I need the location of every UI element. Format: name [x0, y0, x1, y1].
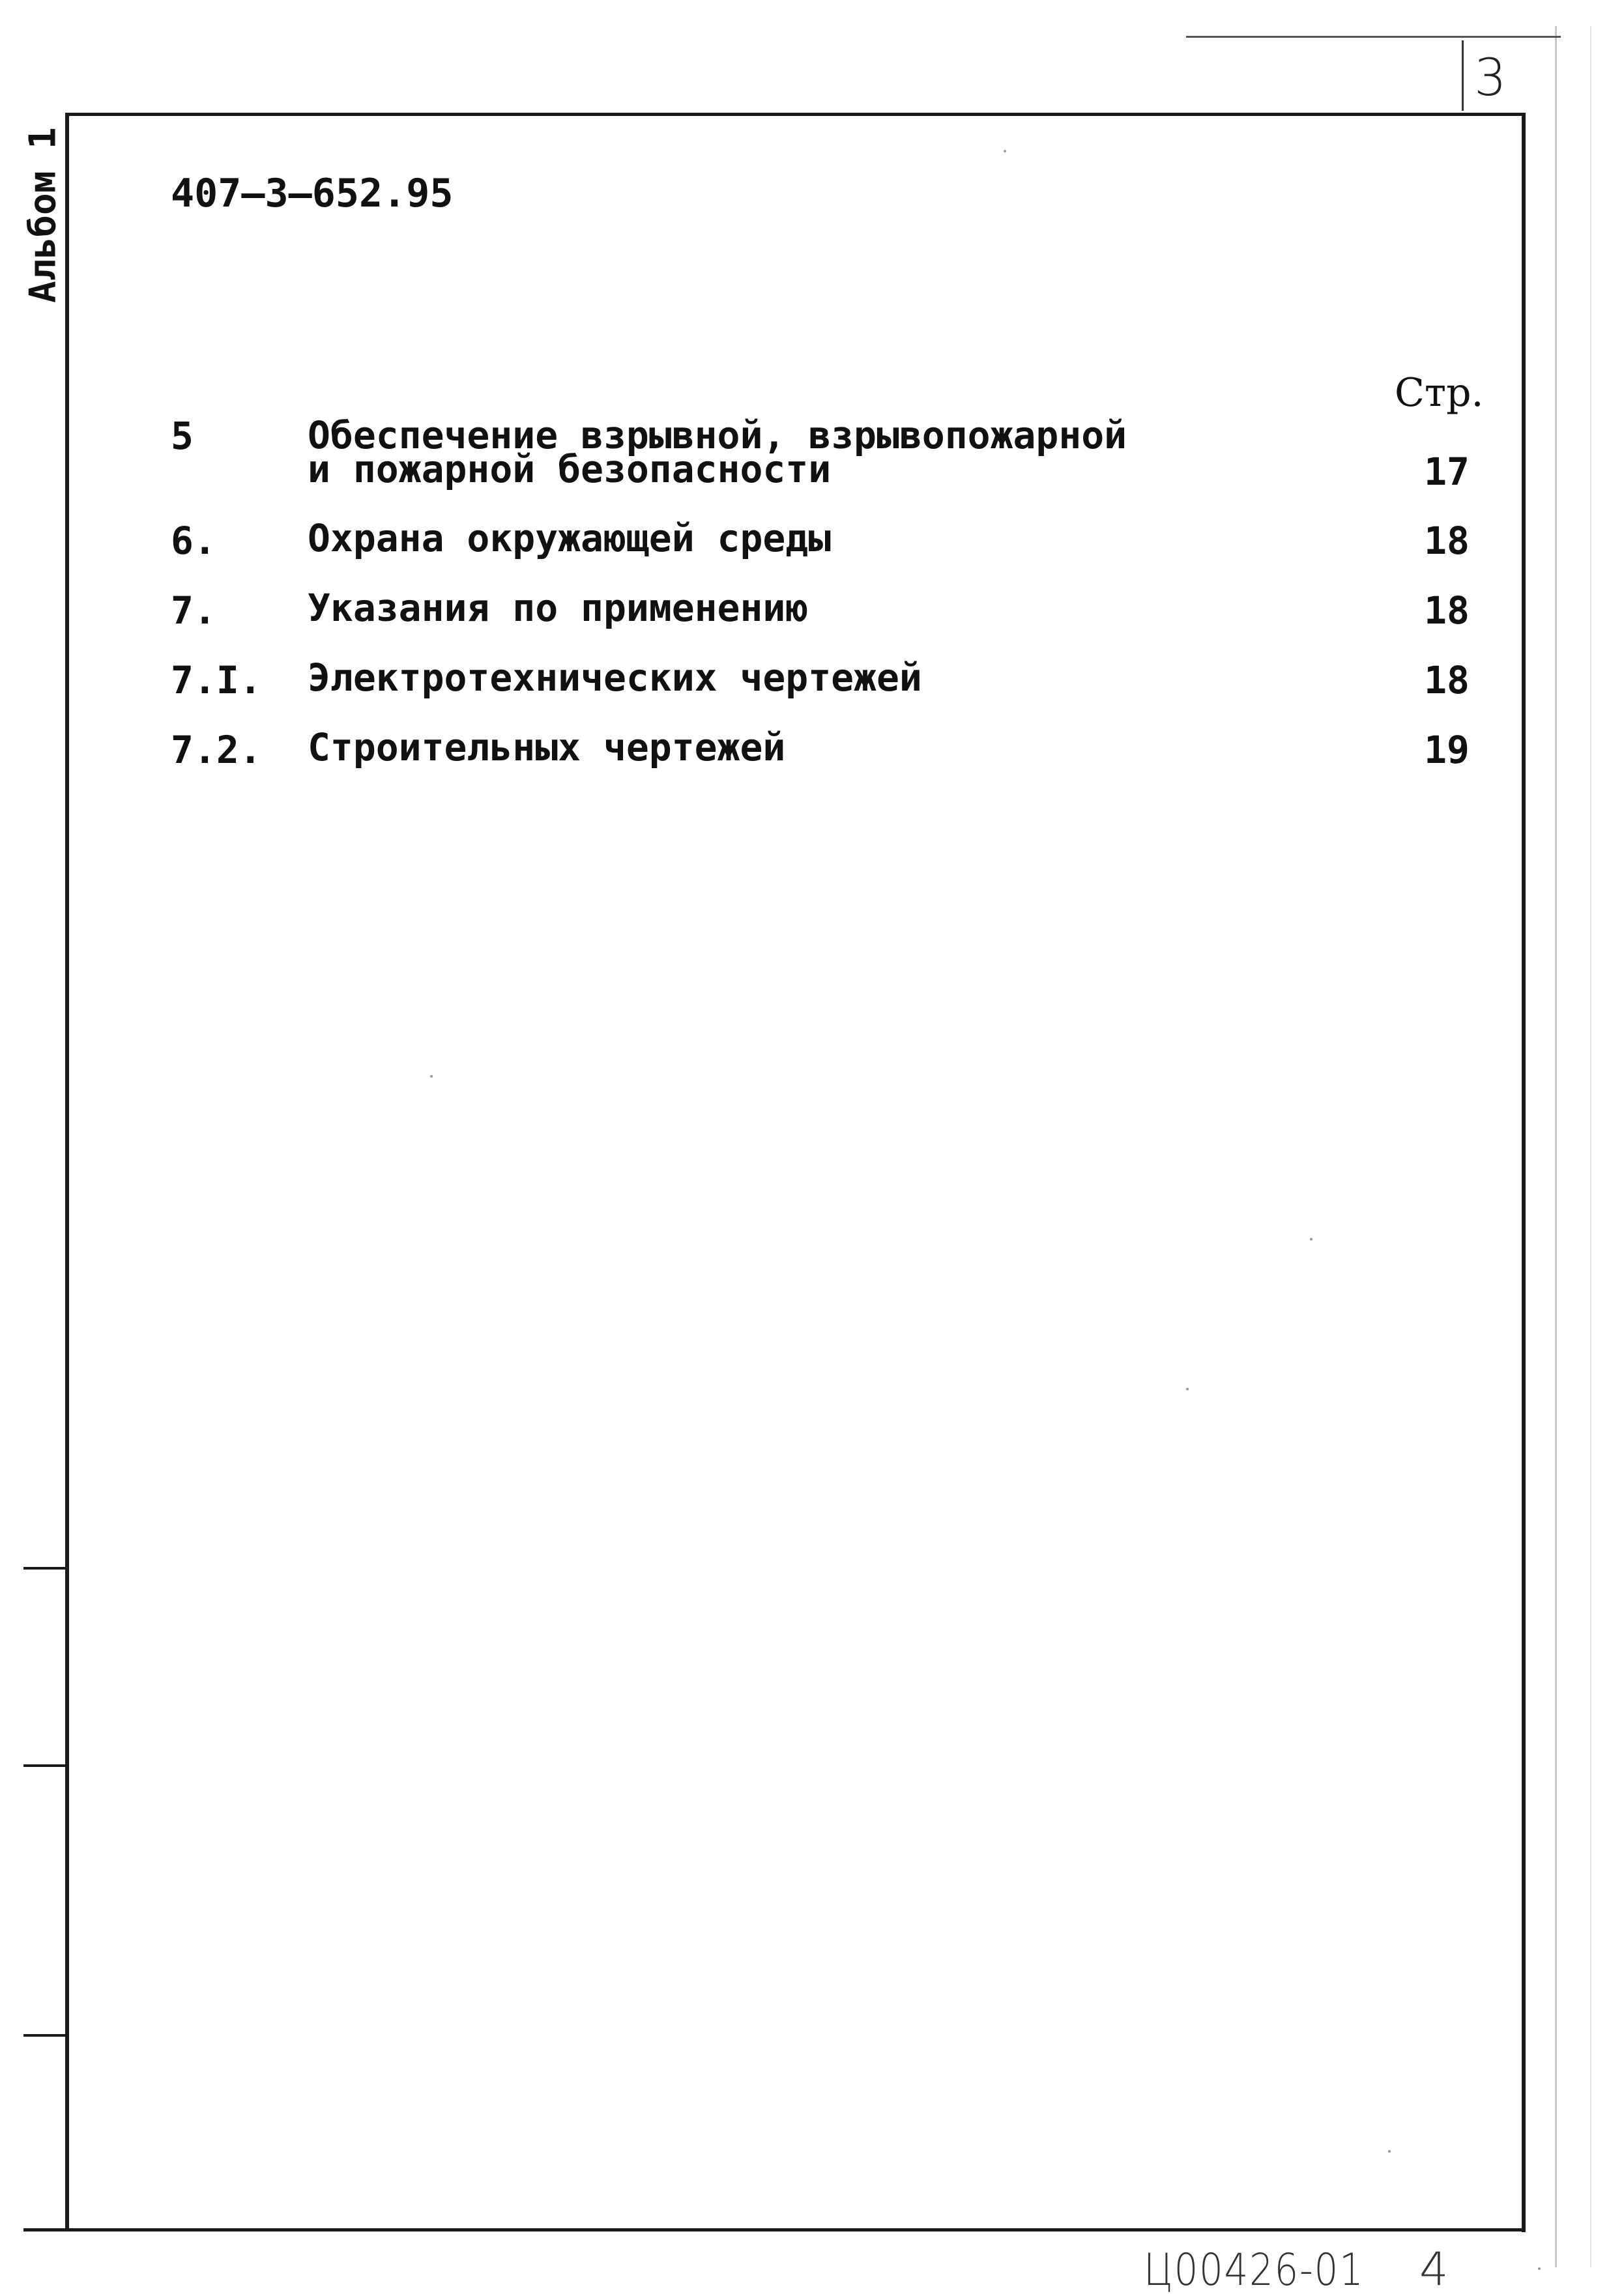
- scan-speck: [1004, 150, 1006, 152]
- toc-entry-title: и пожарной безопасности: [308, 447, 832, 491]
- toc-entry-page: 19: [1424, 728, 1470, 772]
- scan-speck: [1310, 1238, 1312, 1241]
- toc-entry-page: 17: [1424, 450, 1470, 494]
- margin-tick: [23, 2034, 68, 2037]
- archive-stamp-sheet: 4: [1419, 2243, 1449, 2296]
- scan-speck: [1388, 2150, 1391, 2153]
- toc-entry-page: 18: [1424, 519, 1470, 563]
- scan-speck: [1186, 1388, 1189, 1390]
- frame-top-border: [65, 113, 1525, 116]
- scan-edge-line: [1590, 26, 1591, 2267]
- toc-entry-number: 7.2.: [171, 728, 262, 772]
- toc-entry-title: Обеспечение взрывной, взрывопожарной: [308, 413, 1127, 457]
- scan-edge-line: [1555, 26, 1557, 2267]
- toc-entry-number: 7.I.: [171, 658, 262, 702]
- document-code: 407–3–652.95: [171, 171, 454, 216]
- toc-entry-number: 6.: [171, 519, 216, 563]
- archive-stamp-code: Ц00426-01: [1144, 2245, 1365, 2296]
- page-number-box-rule: [1186, 36, 1561, 38]
- toc-entry-title: Строительных чертежей: [308, 725, 786, 769]
- toc-entry-title: Охрана окружающей среды: [308, 516, 832, 560]
- toc-entry-title: Указания по применению: [308, 586, 809, 630]
- album-label: Альбом 1: [22, 127, 65, 303]
- toc-entry-page: 18: [1424, 658, 1470, 702]
- page-number-box-divider: [1462, 40, 1464, 111]
- frame-bottom-border: [23, 2228, 1526, 2231]
- scan-speck: [430, 1075, 433, 1078]
- toc-entry-number: 7.: [171, 588, 216, 633]
- scan-speck: [1538, 2267, 1541, 2270]
- frame-right-border: [1522, 113, 1526, 2232]
- margin-tick: [23, 1764, 68, 1767]
- toc-entry-page: 18: [1424, 588, 1470, 633]
- page-column-header: Стр.: [1395, 370, 1484, 416]
- toc-entry-title: Электротехнических чертежей: [308, 655, 922, 700]
- toc-entry-number: 5: [171, 414, 194, 458]
- margin-tick: [23, 1567, 68, 1570]
- frame-left-border: [65, 114, 69, 2231]
- page-number: 3: [1474, 49, 1507, 108]
